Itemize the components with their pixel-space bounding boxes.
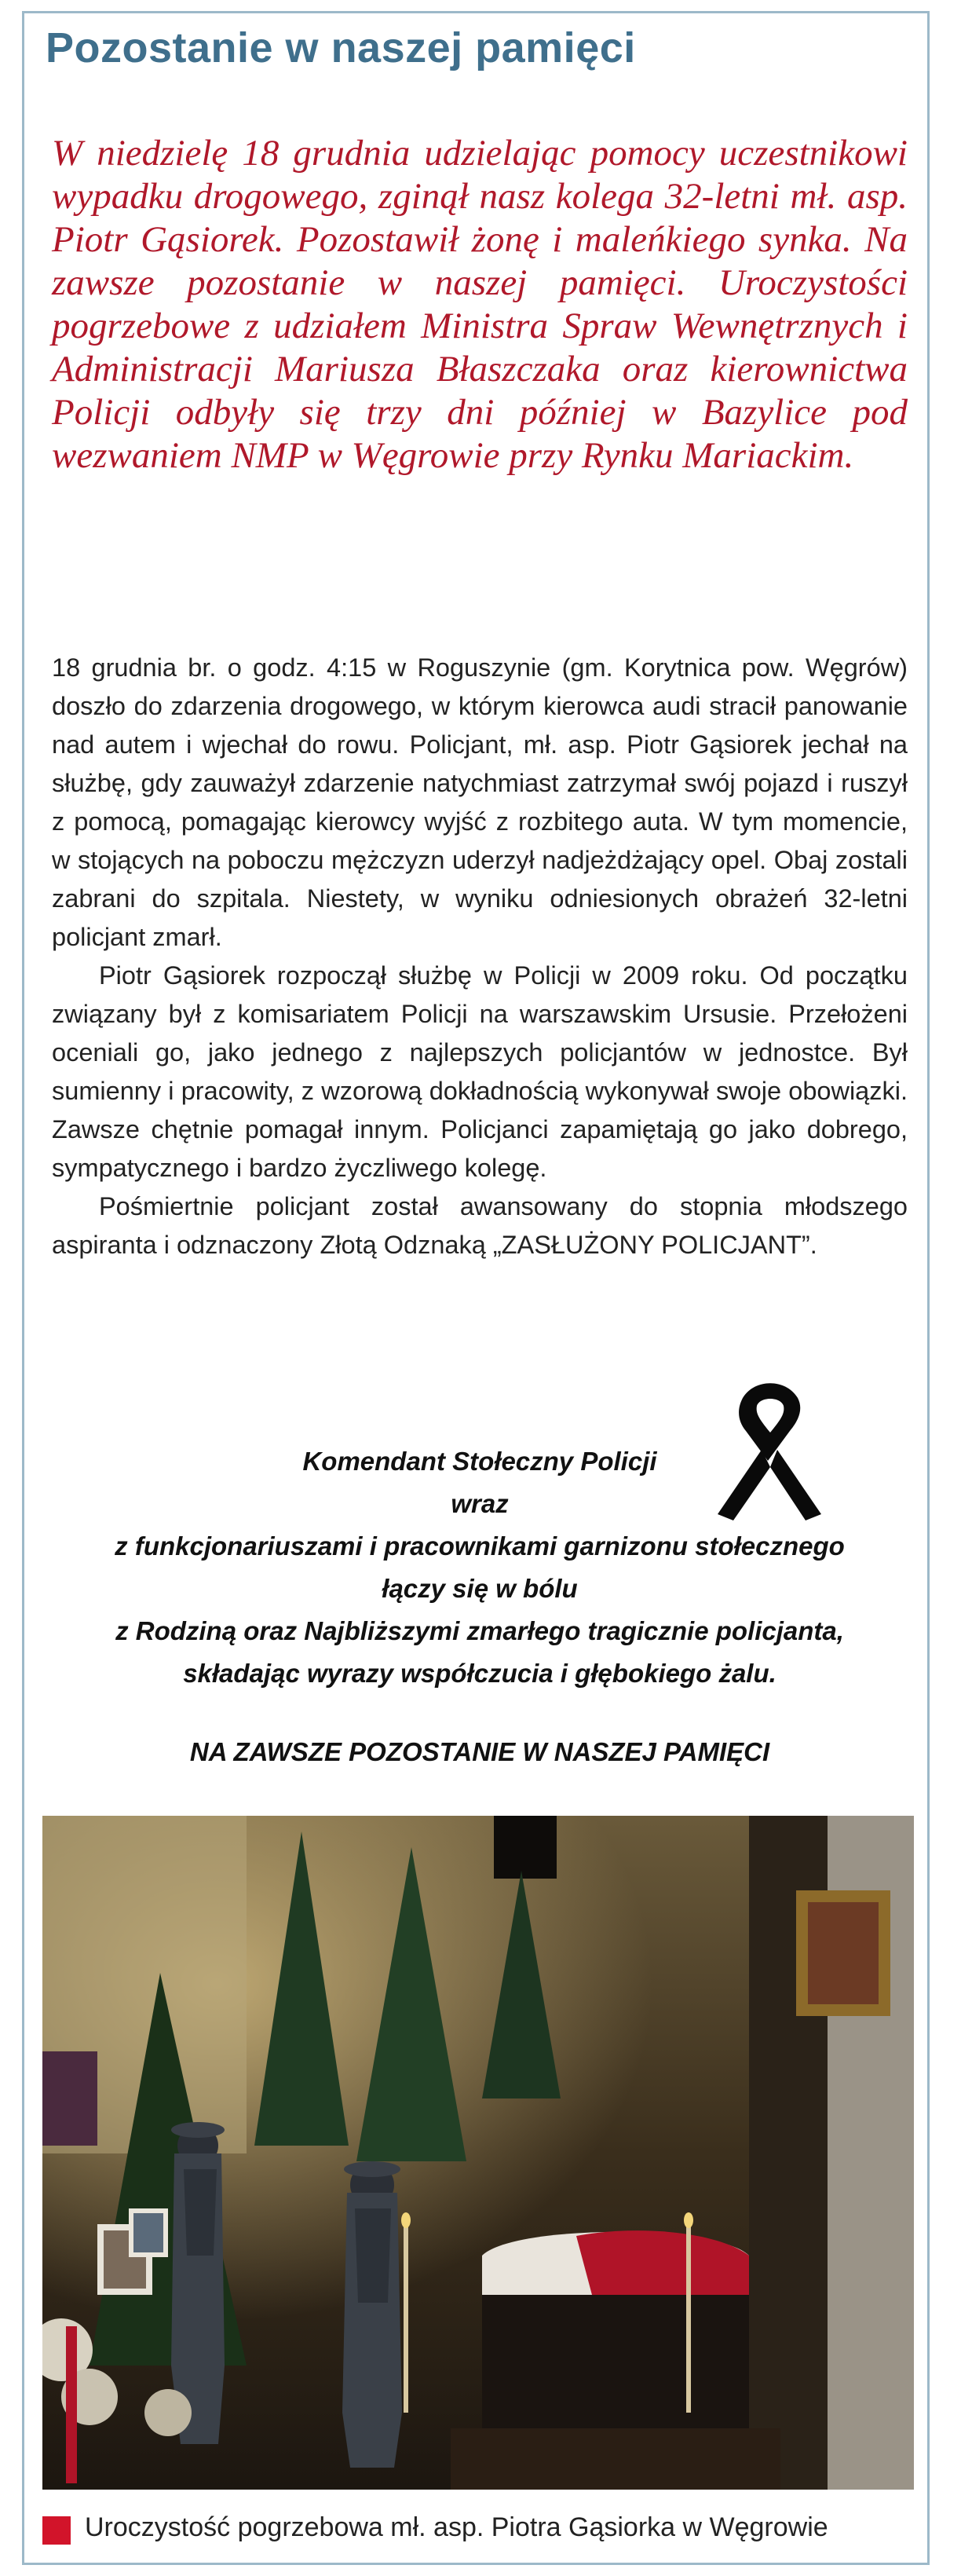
funeral-photo (42, 1816, 914, 2490)
article-title: Pozostanie w naszej pamięci (46, 24, 636, 71)
closing-statement: NA ZAWSZE POZOSTANIE W NASZEJ PAMIĘCI (189, 1737, 770, 1766)
condolence-line: z Rodziną oraz Najbliższymi zmarłego tragicznie policjanta, (115, 1616, 844, 1645)
body-paragraph: 18 grudnia br. o godz. 4:15 w Roguszynie (gm. Korytnica pow. Węgrów) doszło do zdarzenia drogowego, w którym kierowca audi stracił panowanie nad autem i wjechał do rowu. Policjant, mł. asp. Piotr Gąsiorek jechał na służbę, gdy zauważył zdarzenie natychmiast zatrzymał swój pojazd i ruszył z pomocą, pomagając kierowcy wyjść z rozbitego auta. W tym momencie, w stojących na poboczu mężczyzn uderzył nadjeżdżający opel. Obaj zostali zabrani do szpitala. Niestety, w wyniku odniesionych obrażeń 32-letni policjant zmarł. (52, 653, 908, 951)
article-body (52, 649, 908, 1264)
photo-caption: Uroczystość pogrzebowa mł. asp. Piotra Gąsiorka w Węgrowie (85, 2512, 828, 2542)
condolence-line: Komendant Stołeczny Policji (302, 1447, 657, 1476)
condolence-message (52, 1440, 908, 1695)
article-lead: W niedzielę 18 grudnia udzielając pomocy uczestnikowi wypadku drogowego, zginął nasz kolega 32-letni mł. asp. Piotr Gąsiorek. Pozostawił żonę i maleńkiego synka. Na zawsze pozostanie w naszej pamięci. Uroczystości pogrzebowe z udziałem Ministra Spraw Wewnętrznych i Administracji Mariusza Błaszczaka oraz kierownictwa Policji odbyły się trzy dni później w Bazylice pod wezwaniem NMP w Węgrowie przy Rynku Mariackim. (52, 133, 908, 476)
condolence-line: łączy się w bólu (382, 1574, 578, 1603)
body-paragraph: Pośmiertnie policjant został awansowany do stopnia młodszego aspiranta i odznaczony Złotą Odznaką „ZASŁUŻONY POLICJANT”. (52, 1192, 908, 1259)
condolence-line: z funkcjonariuszami i pracownikami garnizonu stołecznego (115, 1531, 845, 1561)
condolence-line: składając wyrazy współczucia i głębokiego żalu. (183, 1659, 776, 1688)
caption-marker (42, 2516, 71, 2545)
body-paragraph: Piotr Gąsiorek rozpoczął służbę w Policji w 2009 roku. Od początku związany był z komisariatem Policji na warszawskim Ursusie. Przełożeni oceniali go, jako jednego z najlepszych policjantów w jednostce. Był sumienny i pracowity, z wzorową dokładnością wykonywał swoje obowiązki. Zawsze chętnie pomagał innym. Policjanci zapamiętają go jako dobrego, sympatycznego i bardzo życzliwego kolegę. (52, 961, 908, 1182)
condolence-line: wraz (451, 1489, 509, 1518)
